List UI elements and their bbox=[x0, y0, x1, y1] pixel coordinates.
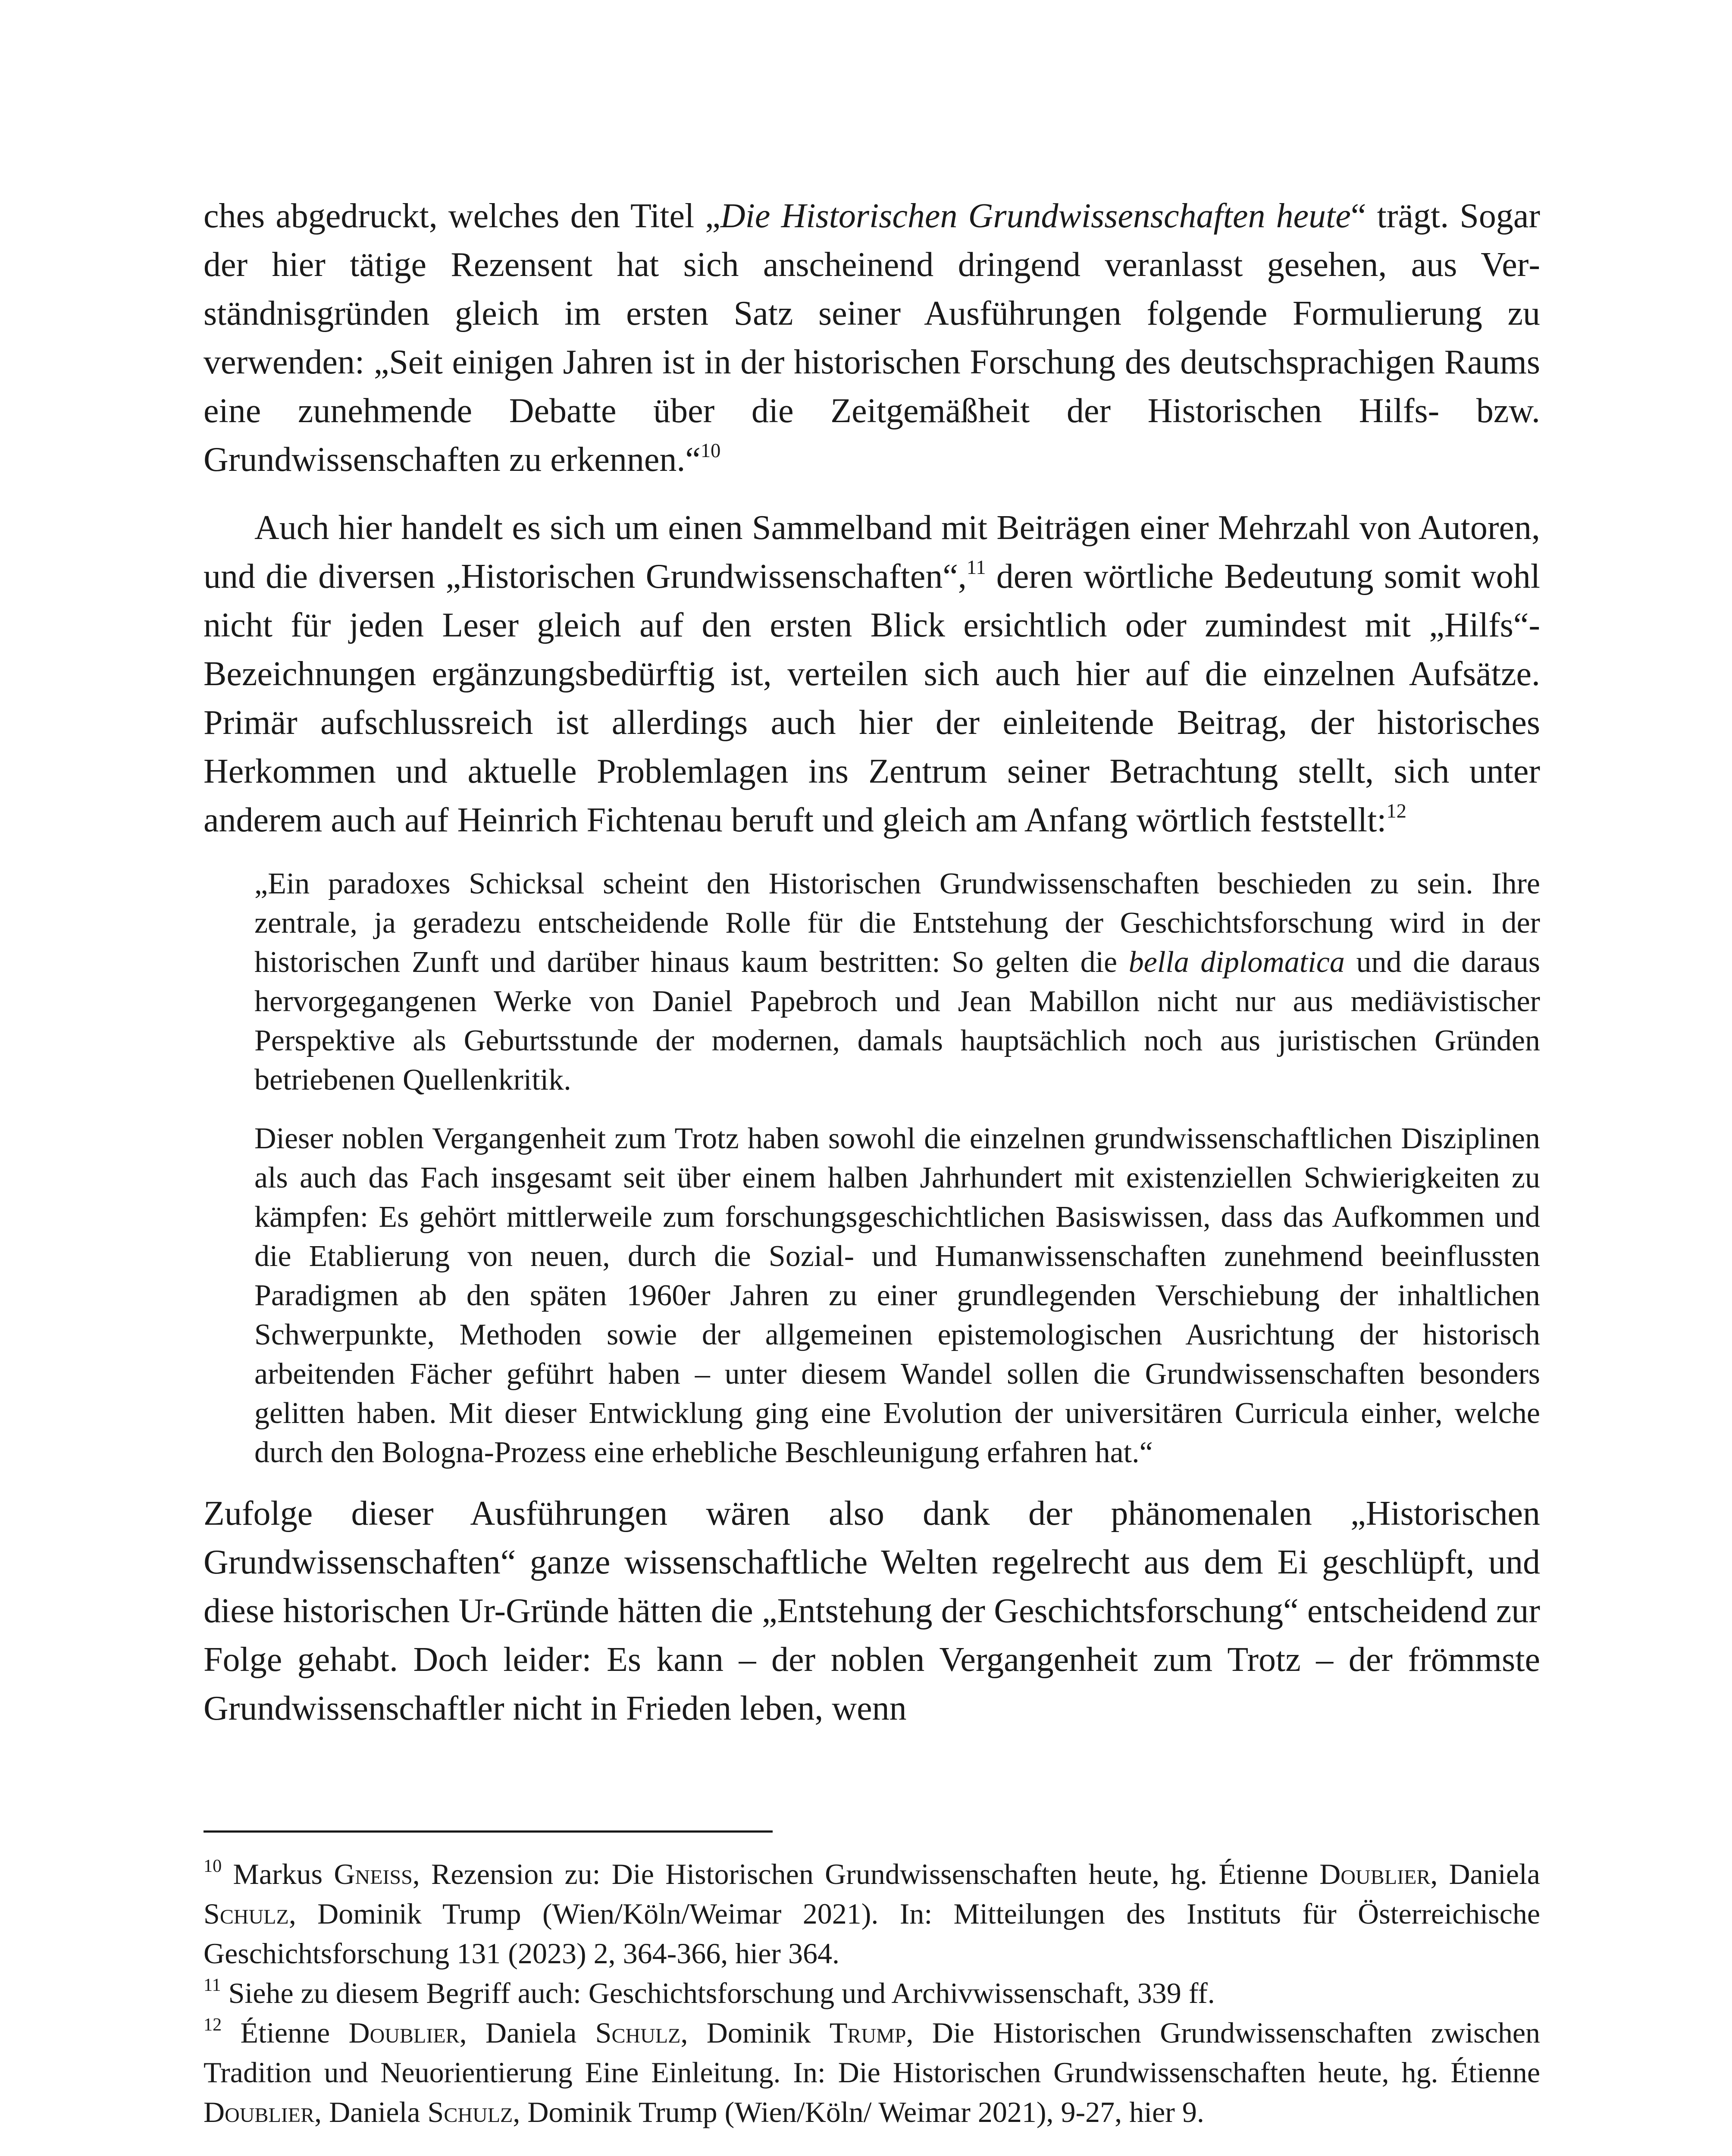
quote-paragraph-1 bbox=[254, 864, 1540, 1100]
author-surname: Doublier bbox=[1319, 1858, 1431, 1890]
footnote-text: , Rezension zu: Die Historischen Grundwissenschaften heute, hg. Étienne bbox=[412, 1858, 1320, 1890]
footnote-number: 10 bbox=[204, 1856, 222, 1877]
footnote-text: , Daniela bbox=[314, 2096, 428, 2128]
author-surname: Doublier bbox=[348, 2016, 460, 2049]
footnote-number: 12 bbox=[204, 2015, 222, 2035]
paragraph-1-text-end: “ trägt. Sogar der hier tätige Rezensent hat sich anscheinend dringend veranlasst gesehen, aus Verständnisgründen gleich im ersten Satz seiner Ausführungen folgende Formulierung zu verwenden: „Seit einigen Jahren ist in der historischen Forschung des deutschsprachigen Raums eine zunehmende Debatte über die Zeitgemäßheit der Historischen Hilfs- bzw. Grundwissenschaften zu erkennen.“ bbox=[204, 197, 1541, 479]
quote-1-text-end: und die daraus hervorgegangenen Werke von Daniel Papebroch und Jean Mabillon nicht nur aus mediävistischer Perspektive als Geburtsstunde der modernen, damals hauptsächlich noch aus juristischen Gründen betriebenen Quellenkritik. bbox=[254, 946, 1540, 1097]
author-surname: Schulz bbox=[427, 2096, 513, 2128]
footnote-ref-11[interactable]: 11 bbox=[966, 556, 986, 579]
quote-paragraph-2: Dieser noblen Vergangenheit zum Trotz haben sowohl die einzelnen grundwissenschaftlichen Disziplinen als auch das Fach insgesamt seit über einem halben Jahrhundert mit existenziellen Schwierigkeiten zu kämpfen: Es gehört mittlerweile zum forschungsgeschichtlichen Basiswissen, dass das Aufkommen und die Etablierung von neuen, durch die Sozial- und Humanwissenschaften zunehmend beeinflussten Paradigmen ab den späten 1960er Jahren zu einer grundlegenden Verschiebung der inhaltlichen Schwerpunkte, Methoden sowie der allgemeinen epistemologischen Ausrichtung der historisch arbeitenden Fächer geführt haben – unter diesem Wandel sollen die Grundwissenschaften besonders gelitten haben. Mit dieser Entwicklung ging eine Evolution der universitären Curricula einher, welche durch den Bologna-Prozess eine erhebliche Beschleunigung erfahren hat.“ bbox=[254, 1122, 1540, 1469]
paragraph-1-text-start: ches abgedruckt, welches den Titel „ bbox=[204, 197, 720, 235]
footnote-text: , Dominik Trump (Wien/Köln/ Weimar 2021), 9-27, hier 9. bbox=[513, 2096, 1204, 2128]
footnote-ref-10[interactable]: 10 bbox=[700, 439, 721, 462]
paragraph-1 bbox=[204, 192, 1540, 484]
paragraph-2 bbox=[204, 504, 1540, 845]
footnote-12 bbox=[204, 2013, 1540, 2132]
author-surname: Trump bbox=[829, 2016, 906, 2049]
author-surname: Schulz bbox=[204, 1897, 289, 1930]
footnote-separator bbox=[204, 1830, 773, 1833]
footnote-text: , Daniela bbox=[1430, 1858, 1540, 1890]
paragraph-2-text-start: Auch hier handelt es sich um einen Sammelband mit Beiträgen einer Mehrzahl von Autoren, und die diversen „Historischen Grundwissenschaften“, bbox=[204, 509, 1540, 595]
paragraph-3: Zufolge dieser Ausführungen wären also dank der phänomenalen „Historischen Grundwissenschaften“ ganze wissenschaftliche Welten regelrecht aus dem Ei geschlüpft, und diese historischen Ur-Gründe hätten die „Entstehung der Geschichtsforschung“ entscheidend zur Folge gehabt. Doch leider: Es kann – der noblen Vergangenheit zum Trotz – der frömmste Grundwissenschaftler nicht in Frieden leben, wenn bbox=[204, 1495, 1540, 1727]
block-quote bbox=[254, 864, 1540, 1472]
footnote-text: , Dominik bbox=[680, 2016, 830, 2049]
footnotes bbox=[204, 1854, 1540, 2132]
footnote-11 bbox=[204, 1973, 1540, 2013]
footnote-text: , Dominik Trump (Wien/Köln/Weimar 2021). In: Mitteilungen des Instituts für Österreichische Geschichtsforschung 131 (2023) 2, 364-366, hier 364. bbox=[204, 1897, 1540, 1970]
main-text bbox=[204, 192, 1540, 1733]
footnote-text: Markus bbox=[222, 1858, 334, 1890]
footnote-text: Étienne bbox=[222, 2016, 349, 2049]
footnote-ref-12[interactable]: 12 bbox=[1386, 800, 1406, 822]
footnote-10 bbox=[204, 1854, 1540, 1973]
footnote-number: 11 bbox=[204, 1975, 221, 1996]
footnote-text: , Daniela bbox=[459, 2016, 595, 2049]
author-surname: Doublier bbox=[204, 2096, 315, 2128]
book-title: Die Historischen Grundwissenschaften heute bbox=[720, 197, 1351, 235]
author-surname: Gneiss bbox=[334, 1858, 413, 1890]
quote-italic-term: bella diplomatica bbox=[1128, 946, 1345, 979]
paragraph-2-text-end: deren wörtliche Bedeutung somit wohl nicht für jeden Leser gleich auf den ersten Blick ersichtlich oder zumindest mit „Hilfs“-Bezeichnungen ergänzungsbedürftig ist, verteilen sich auch hier auf die einzelnen Aufsätze. Primär aufschlussreich ist allerdings auch hier der einleitende Beitrag, der historisches Herkommen und aktuelle Problemlagen ins Zentrum seiner Betrachtung stellt, sich unter anderem auch auf Heinrich Fichtenau beruft und gleich am Anfang wörtlich feststellt: bbox=[204, 558, 1540, 839]
quote-1-text-start: „Ein paradoxes Schicksal scheint den Historischen Grundwissenschaften beschieden zu sein. Ihre zentrale, ja geradezu entscheidende Rolle für die Entstehung der Geschichtsforschung wird in der historischen Zunft und darüber hinaus kaum bestritten: So gelten die bbox=[254, 867, 1540, 979]
author-surname: Schulz bbox=[595, 2016, 681, 2049]
footnote-text: Siehe zu diesem Begriff auch: Geschichtsforschung und Archivwissenschaft, 339 ff. bbox=[221, 1977, 1215, 2009]
footnote-text: , Die Historischen Grundwissenschaften zwischen Tradition und Neuorientierung Eine Einleitung. In: Die Historischen Grundwissenschaften heute, hg. Étienne bbox=[204, 2016, 1541, 2089]
